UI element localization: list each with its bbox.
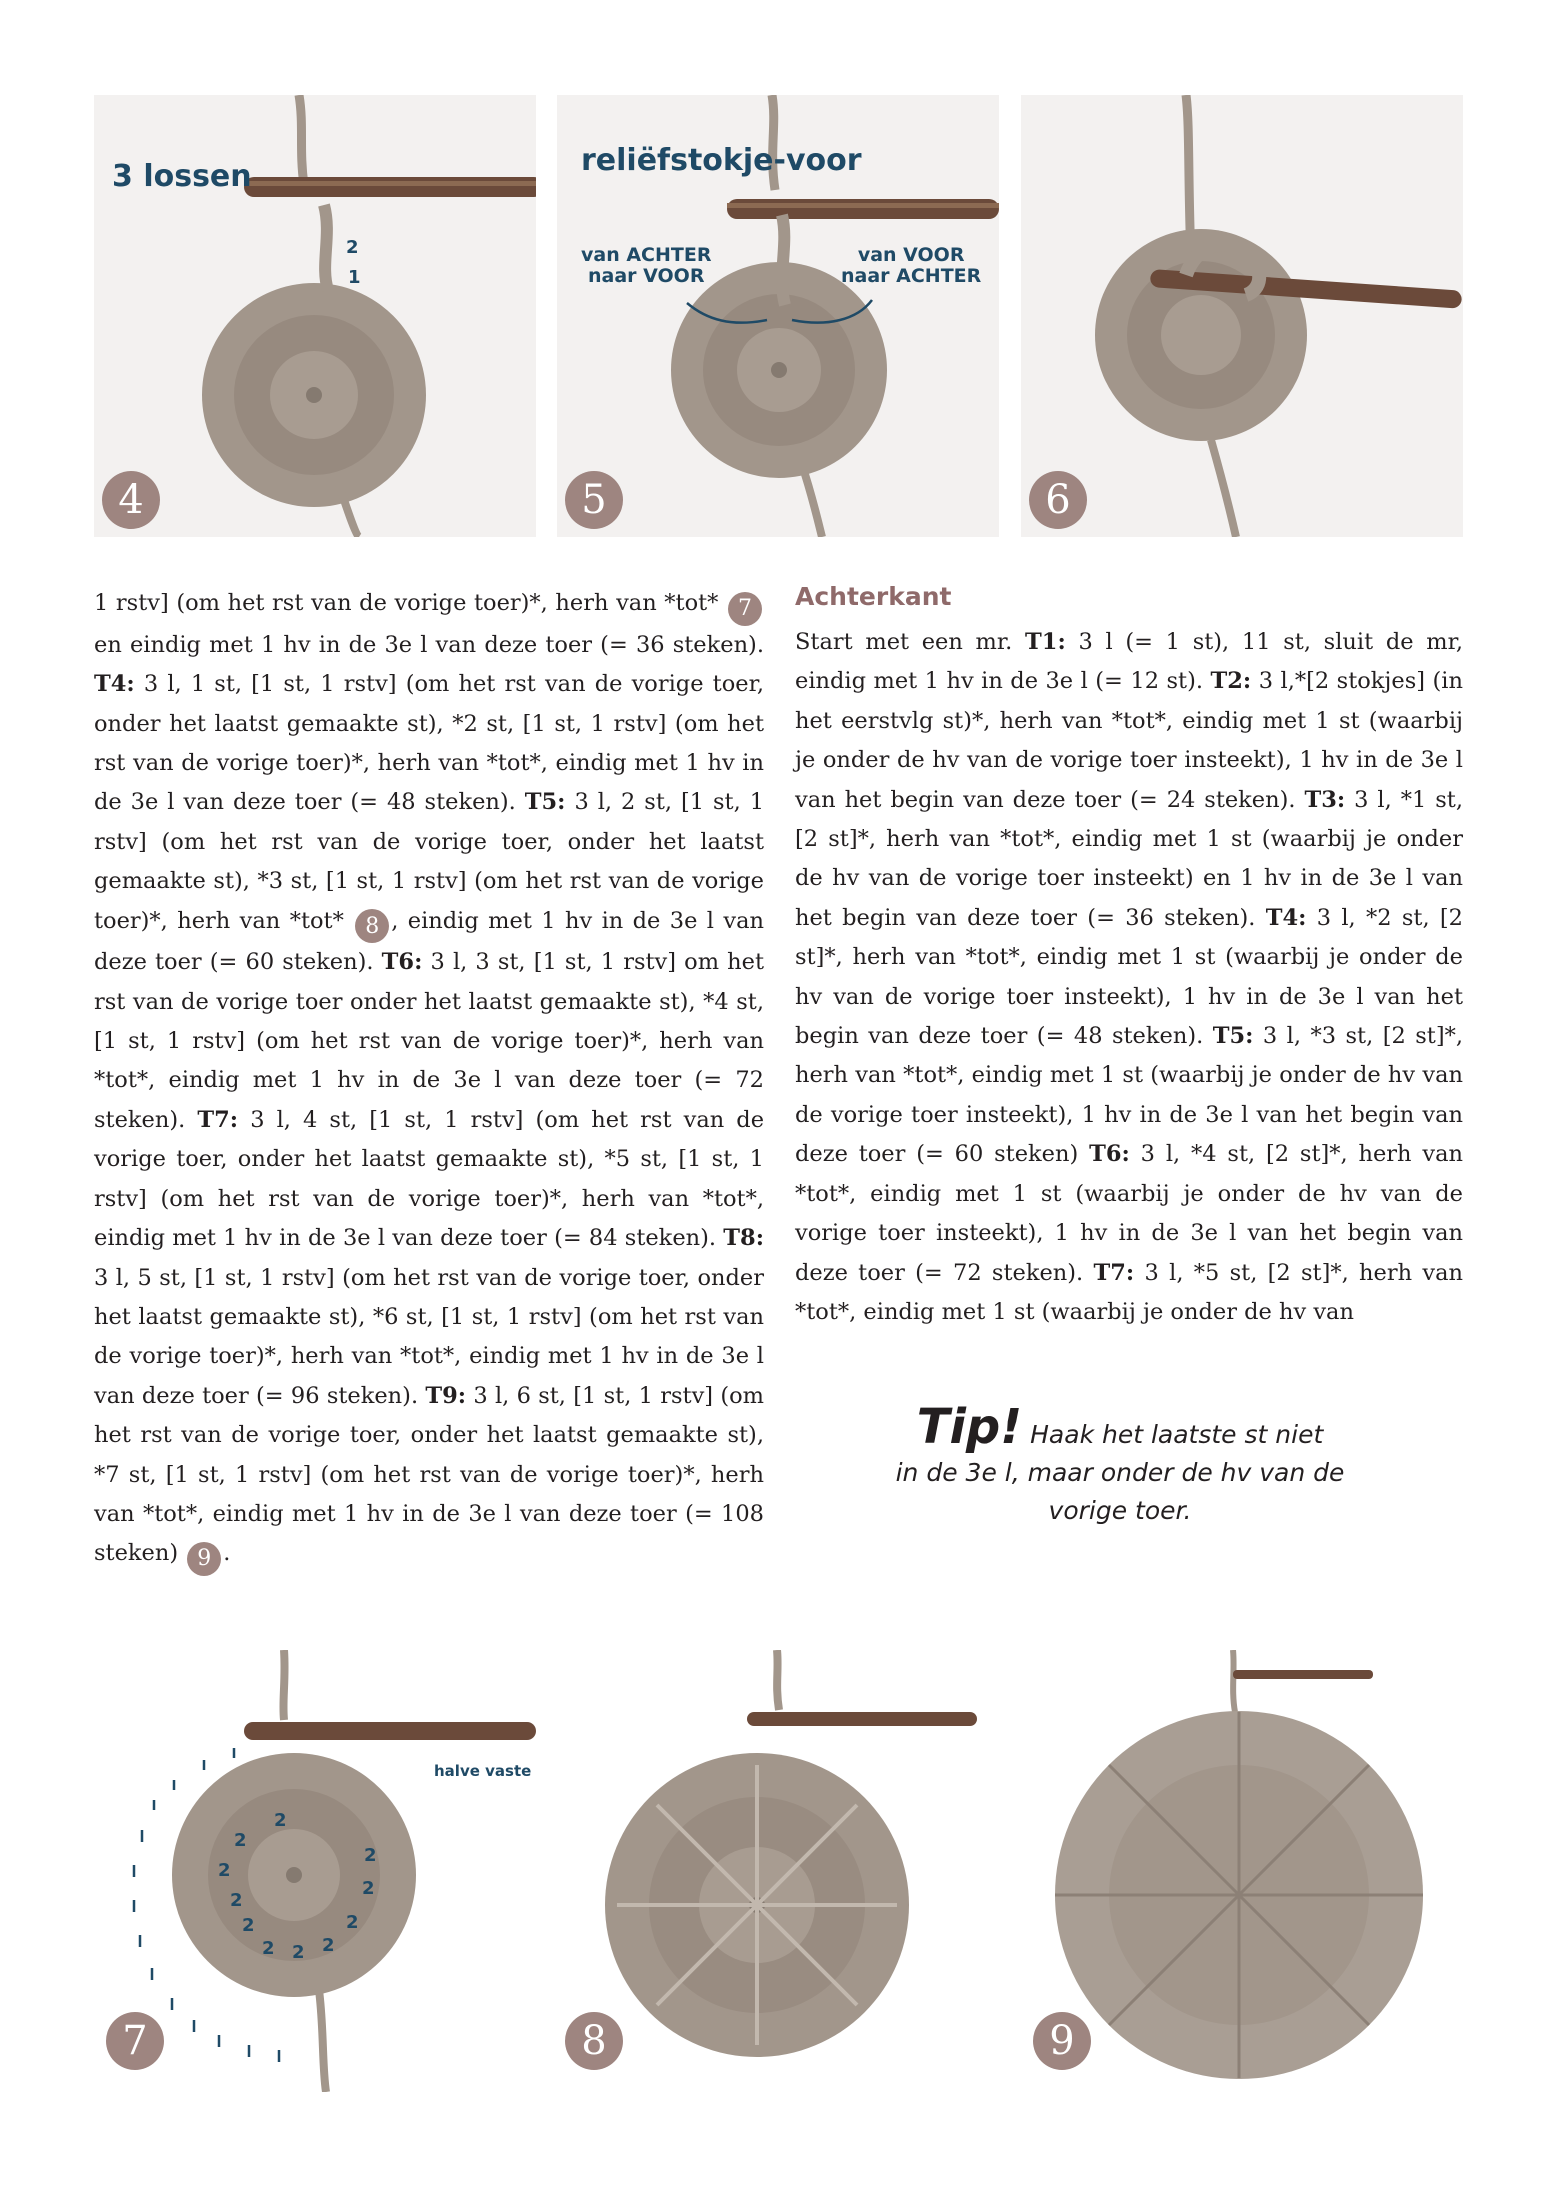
step-number-badge: 8 bbox=[565, 2012, 623, 2070]
pattern-paragraph bbox=[94, 584, 764, 1576]
round-text: 3 l (= 1 st), 11 st, sluit de mr, eindig met 1 hv in de 3e l (= 12 st). bbox=[795, 629, 1464, 695]
pattern-text-left-column bbox=[94, 584, 764, 1576]
round-text: 3 l, *2 st, [2 st]*, herh van *tot*, eindig met 1 st (waarbij je onder de hv van de vorige toer insteekt), 1 hv in de 3e l van het begin van deze toer (= 48 steken). bbox=[795, 904, 1463, 1050]
tip-text-line: Haak het laatste st niet bbox=[1030, 1420, 1324, 1449]
round-label: T8: bbox=[723, 1225, 765, 1252]
note-van-voor-naar-achter: van VOOR naar ACHTER bbox=[841, 244, 982, 287]
photo-ref-badge: 9 bbox=[187, 1542, 221, 1576]
photo-ref-badge: 7 bbox=[728, 592, 762, 626]
round-text: 1 rstv] (om het rst van de vorige toer)*, herh van *tot* bbox=[94, 590, 719, 616]
round-label: T1: bbox=[1025, 629, 1066, 655]
photo-step-4 bbox=[94, 95, 536, 537]
tip-text-line: vorige toer. bbox=[1048, 1496, 1192, 1525]
stitch-mark-2: 2 bbox=[292, 1942, 305, 1963]
stitch-mark-2: 2 bbox=[218, 1860, 231, 1881]
step-number-badge: 7 bbox=[106, 2012, 164, 2070]
stitch-count-2: 2 bbox=[346, 237, 359, 258]
stitch-mark-2: 2 bbox=[364, 1845, 377, 1866]
stitch-mark-2: 2 bbox=[262, 1938, 275, 1959]
photo-step-6 bbox=[1021, 95, 1463, 537]
stitch-mark-2: 2 bbox=[322, 1935, 335, 1956]
round-text: 3 l, *3 st, [2 st]*, herh van *tot*, eindig met 1 st (waarbij je onder de hv van de vorige toer insteekt), 1 hv in de 3e l van het begin van deze toer (= 60 steken) bbox=[795, 1023, 1464, 1168]
stitch-mark-2: 2 bbox=[242, 1915, 255, 1936]
round-text: 3 l, 3 st, [1 st, 1 rstv] om het rst van de vorige toer onder het laatst gemaakte st), *4 st, [1 st, 1 rstv] (om het rst van de vorige toer)*, herh van *tot*, eindig met 1 hv in de 3e l van deze toer (= 72 steken). bbox=[94, 949, 764, 1133]
round-label: T5: bbox=[524, 789, 566, 816]
section-heading: Achterkant bbox=[795, 582, 952, 611]
round-label: T7: bbox=[1093, 1259, 1135, 1286]
photo-step-8 bbox=[557, 1650, 999, 2092]
round-text: 3 l, 2 st, [1 st, 1 rstv] (om het rst van de vorige toer, onder het laatst gemaakte st), *3 st, [1 st, 1 rstv] (om het rst van de vorige toer)*, herh van *tot* bbox=[94, 789, 765, 934]
round-label: T7: bbox=[197, 1106, 239, 1133]
photo-step-7 bbox=[94, 1650, 536, 2092]
round-label: T4: bbox=[94, 671, 135, 698]
round-label: T6: bbox=[1089, 1141, 1130, 1168]
tip-title: Tip! bbox=[916, 1399, 1023, 1455]
photo-label-3-lossen: 3 lossen bbox=[112, 159, 252, 194]
photo-step-9 bbox=[1021, 1650, 1463, 2092]
stitch-mark-2: 2 bbox=[230, 1890, 243, 1911]
round-label: T2: bbox=[1210, 668, 1252, 695]
round-text: , eindig met 1 hv in de 3e l van deze toer (= 60 steken). bbox=[94, 907, 764, 976]
stitch-mark-2: 2 bbox=[362, 1878, 375, 1899]
pattern-paragraph bbox=[795, 623, 1463, 1332]
round-text: 3 l, *5 st, [2 st]*, herh van *tot*, eindig met 1 st (waarbij je onder de hv van bbox=[795, 1259, 1464, 1325]
round-text: Start met een mr. bbox=[795, 629, 1013, 655]
round-text: 3 l, 4 st, [1 st, 1 rstv] (om het rst van de vorige toer, onder het laatst gemaakte st), *5 st, [1 st, 1 rstv] (om het rst van de vorige toer)*, herh van *tot*, eindig met 1 hv in de 3e l van deze toer (= 84 steken). bbox=[94, 1106, 765, 1252]
round-text: 3 l, 6 st, [1 st, 1 rstv] (om het rst van de vorige toer, onder het laatst gemaakte st), *7 st, [1 st, 1 rstv] (om het rst van de vorige toer)*, herh van *tot*, eindig met 1 hv in de 3e l van deze toer (= 108 steken) bbox=[94, 1382, 764, 1567]
stitch-count-1: 1 bbox=[348, 267, 361, 288]
stitch-mark-2: 2 bbox=[234, 1830, 247, 1851]
stitch-mark-2: 2 bbox=[346, 1912, 359, 1933]
step-number-badge: 9 bbox=[1033, 2012, 1091, 2070]
round-label: T4: bbox=[1265, 904, 1307, 931]
round-text: 3 l, 1 st, [1 st, 1 rstv] (om het rst van de vorige toer, onder het laatst gemaakte st), *2 st, [1 st, 1 rstv] (om het rst van de vorige toer)*, herh van *tot*, eindig met 1 hv in de 3e l van deze toer (= 48 steken). bbox=[94, 671, 764, 816]
crochet-swatch-image bbox=[1021, 1650, 1463, 2092]
step-number-badge: 5 bbox=[565, 471, 623, 529]
photo-label-halve-vaste: halve vaste bbox=[434, 1762, 532, 1780]
step-number-badge: 4 bbox=[102, 471, 160, 529]
round-text: 3 l, *1 st, [2 st]*, herh van *tot*, eindig met 1 st (waarbij je onder de hv van de vorige toer insteekt) en 1 hv in de 3e l van het begin van deze toer (= 36 steken). bbox=[795, 786, 1463, 931]
photo-ref-badge: 8 bbox=[355, 909, 389, 943]
round-label: T5: bbox=[1212, 1023, 1254, 1050]
photo-step-5 bbox=[557, 95, 999, 537]
round-label: T3: bbox=[1304, 786, 1346, 813]
crochet-hook-swatch-image bbox=[94, 1650, 536, 2092]
photo-label-reliefstokje-voor: reliëfstokje-voor bbox=[581, 143, 862, 178]
pattern-text-right-column bbox=[795, 623, 1463, 1332]
note-van-achter-naar-voor: van ACHTER naar VOOR bbox=[581, 244, 712, 287]
round-text: 3 l, *4 st, [2 st]*, herh van *tot*, eindig met 1 st (waarbij je onder de hv van de vorige toer insteekt), 1 hv in de 3e l van het begin van deze toer (= 72 steken). bbox=[795, 1141, 1463, 1286]
round-text: 3 l,*[2 stokjes] (in het eerstvlg st)*, herh van *tot*, eindig met 1 st (waarbij je onder de hv van de vorige toer insteekt), 1 hv in de 3e l van het begin van deze toer (= 24 steken). bbox=[795, 668, 1463, 813]
round-label: T9: bbox=[425, 1382, 467, 1409]
stitch-mark-2: 2 bbox=[274, 1810, 287, 1831]
round-label: T6: bbox=[381, 949, 423, 976]
tip-text-line: in de 3e l, maar onder de hv van de bbox=[895, 1458, 1345, 1487]
step-number-badge: 6 bbox=[1029, 471, 1087, 529]
round-text: en eindig met 1 hv in de 3e l van deze toer (= 36 steken). bbox=[94, 631, 764, 658]
round-text: 3 l, 5 st, [1 st, 1 rstv] (om het rst van de vorige toer, onder het laatst gemaakte st), *6 st, [1 st, 1 rstv] (om het rst van de vorige toer)*, herh van *tot*, eindig met 1 hv in de 3e l van deze toer (= 96 steken). bbox=[94, 1264, 764, 1409]
crochet-swatch-image bbox=[557, 1650, 999, 2092]
crochet-hook-swatch-image bbox=[1021, 95, 1463, 537]
tip-box bbox=[860, 1399, 1380, 1530]
round-text: . bbox=[223, 1540, 231, 1567]
